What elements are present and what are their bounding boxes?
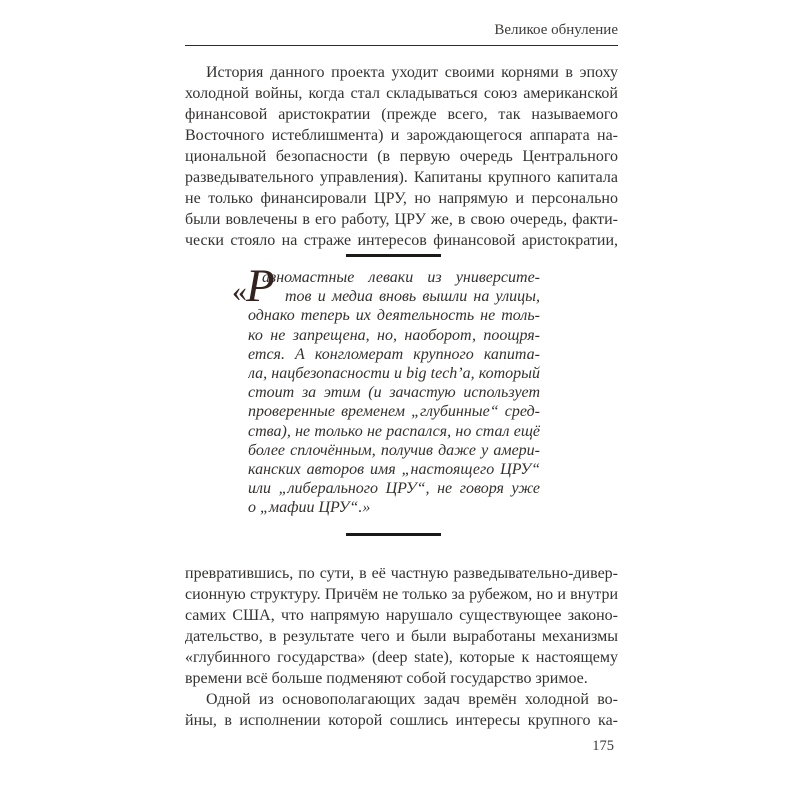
text-line: ко не запрещена, но, наоборот, поощря- — [248, 326, 540, 344]
text-line: были вовлечены в его работу, ЦРУ же, в свою очередь, факти- — [185, 211, 618, 228]
text-line: тов и медиа вновь вышли на улицы, — [285, 288, 540, 306]
text-line: однако теперь их деятельность не толь- — [248, 307, 540, 325]
text-line: Одной из основополагающих задач времён холодной во- — [206, 691, 618, 709]
running-header-title: Великое обнуление — [494, 22, 618, 38]
text-line: йны, в исполнении которой сошлись интересы крупного ка- — [185, 712, 618, 730]
paragraph — [185, 689, 618, 731]
text-line: проверенные временем „глубинные“ сред- — [248, 403, 540, 421]
paragraph — [185, 563, 618, 689]
header-rule — [185, 45, 618, 46]
text-line: ла, нацбезопасности и big tech’a, который — [248, 364, 540, 382]
open-guillemet-mark: « — [232, 275, 245, 308]
text-line: ства), не только не распался, но стал ещё — [248, 422, 540, 440]
quote-separator-bottom — [346, 533, 441, 536]
page-content — [185, 0, 618, 754]
text-line: дательство, в результате чего и были выработаны механизмы — [185, 628, 618, 646]
text-line: финансовой аристократии (прежде всего, так называемого — [185, 106, 618, 123]
text-line: холодной войны, когда стал складываться союз американской — [185, 85, 618, 102]
text-line: времени всё больше подменяют собой государство зримое. — [185, 670, 588, 688]
text-line: более сплочённым, получив даже у амери- — [248, 441, 540, 459]
text-line: азномастные леваки из университе- — [262, 269, 540, 286]
text-line: о „мафии ЦРУ“.» — [248, 499, 371, 517]
blockquote-lines — [248, 268, 540, 517]
text-line: ется. А конгломерат крупного капита- — [248, 345, 540, 363]
text-line: Восточного истеблишмента) и зарождающегося аппарата на- — [185, 127, 618, 144]
page-number: 175 — [592, 738, 614, 755]
text-line: самих США, что напрямую нарушало существующее законо- — [185, 607, 618, 625]
text-line: чески стояло на страже интересов финансовой аристократии, — [185, 232, 618, 249]
text-line: стоит за этим (и зачастую использует — [248, 384, 540, 402]
text-line: История данного проекта уходит своими корнями в эпоху — [206, 64, 618, 81]
text-line: не только финансировали ЦРУ, но напрямую и персонально — [185, 190, 618, 207]
text-line: сионную структуру. Причём не только за рубежом, но и внутри — [185, 586, 618, 604]
quote-separator-top — [346, 254, 441, 257]
paragraph — [185, 62, 618, 251]
text-line: превратившись, по сути, в её частную разведывательно-дивер- — [185, 565, 618, 583]
text-line: разведывательного управления). Капитаны крупного капитала — [185, 169, 618, 186]
text-line: «глубинного государства» (deep state), которые к настоящему — [185, 649, 618, 667]
text-line: циональной безопасности (в первую очередь Центрального — [185, 148, 618, 165]
drop-cap-letter: Р — [246, 260, 275, 312]
text-line: канских авторов имя „настоящего ЦРУ“ — [248, 460, 540, 478]
text-line: или „либерального ЦРУ“, не говоря уже — [248, 480, 540, 498]
blockquote — [232, 260, 540, 517]
